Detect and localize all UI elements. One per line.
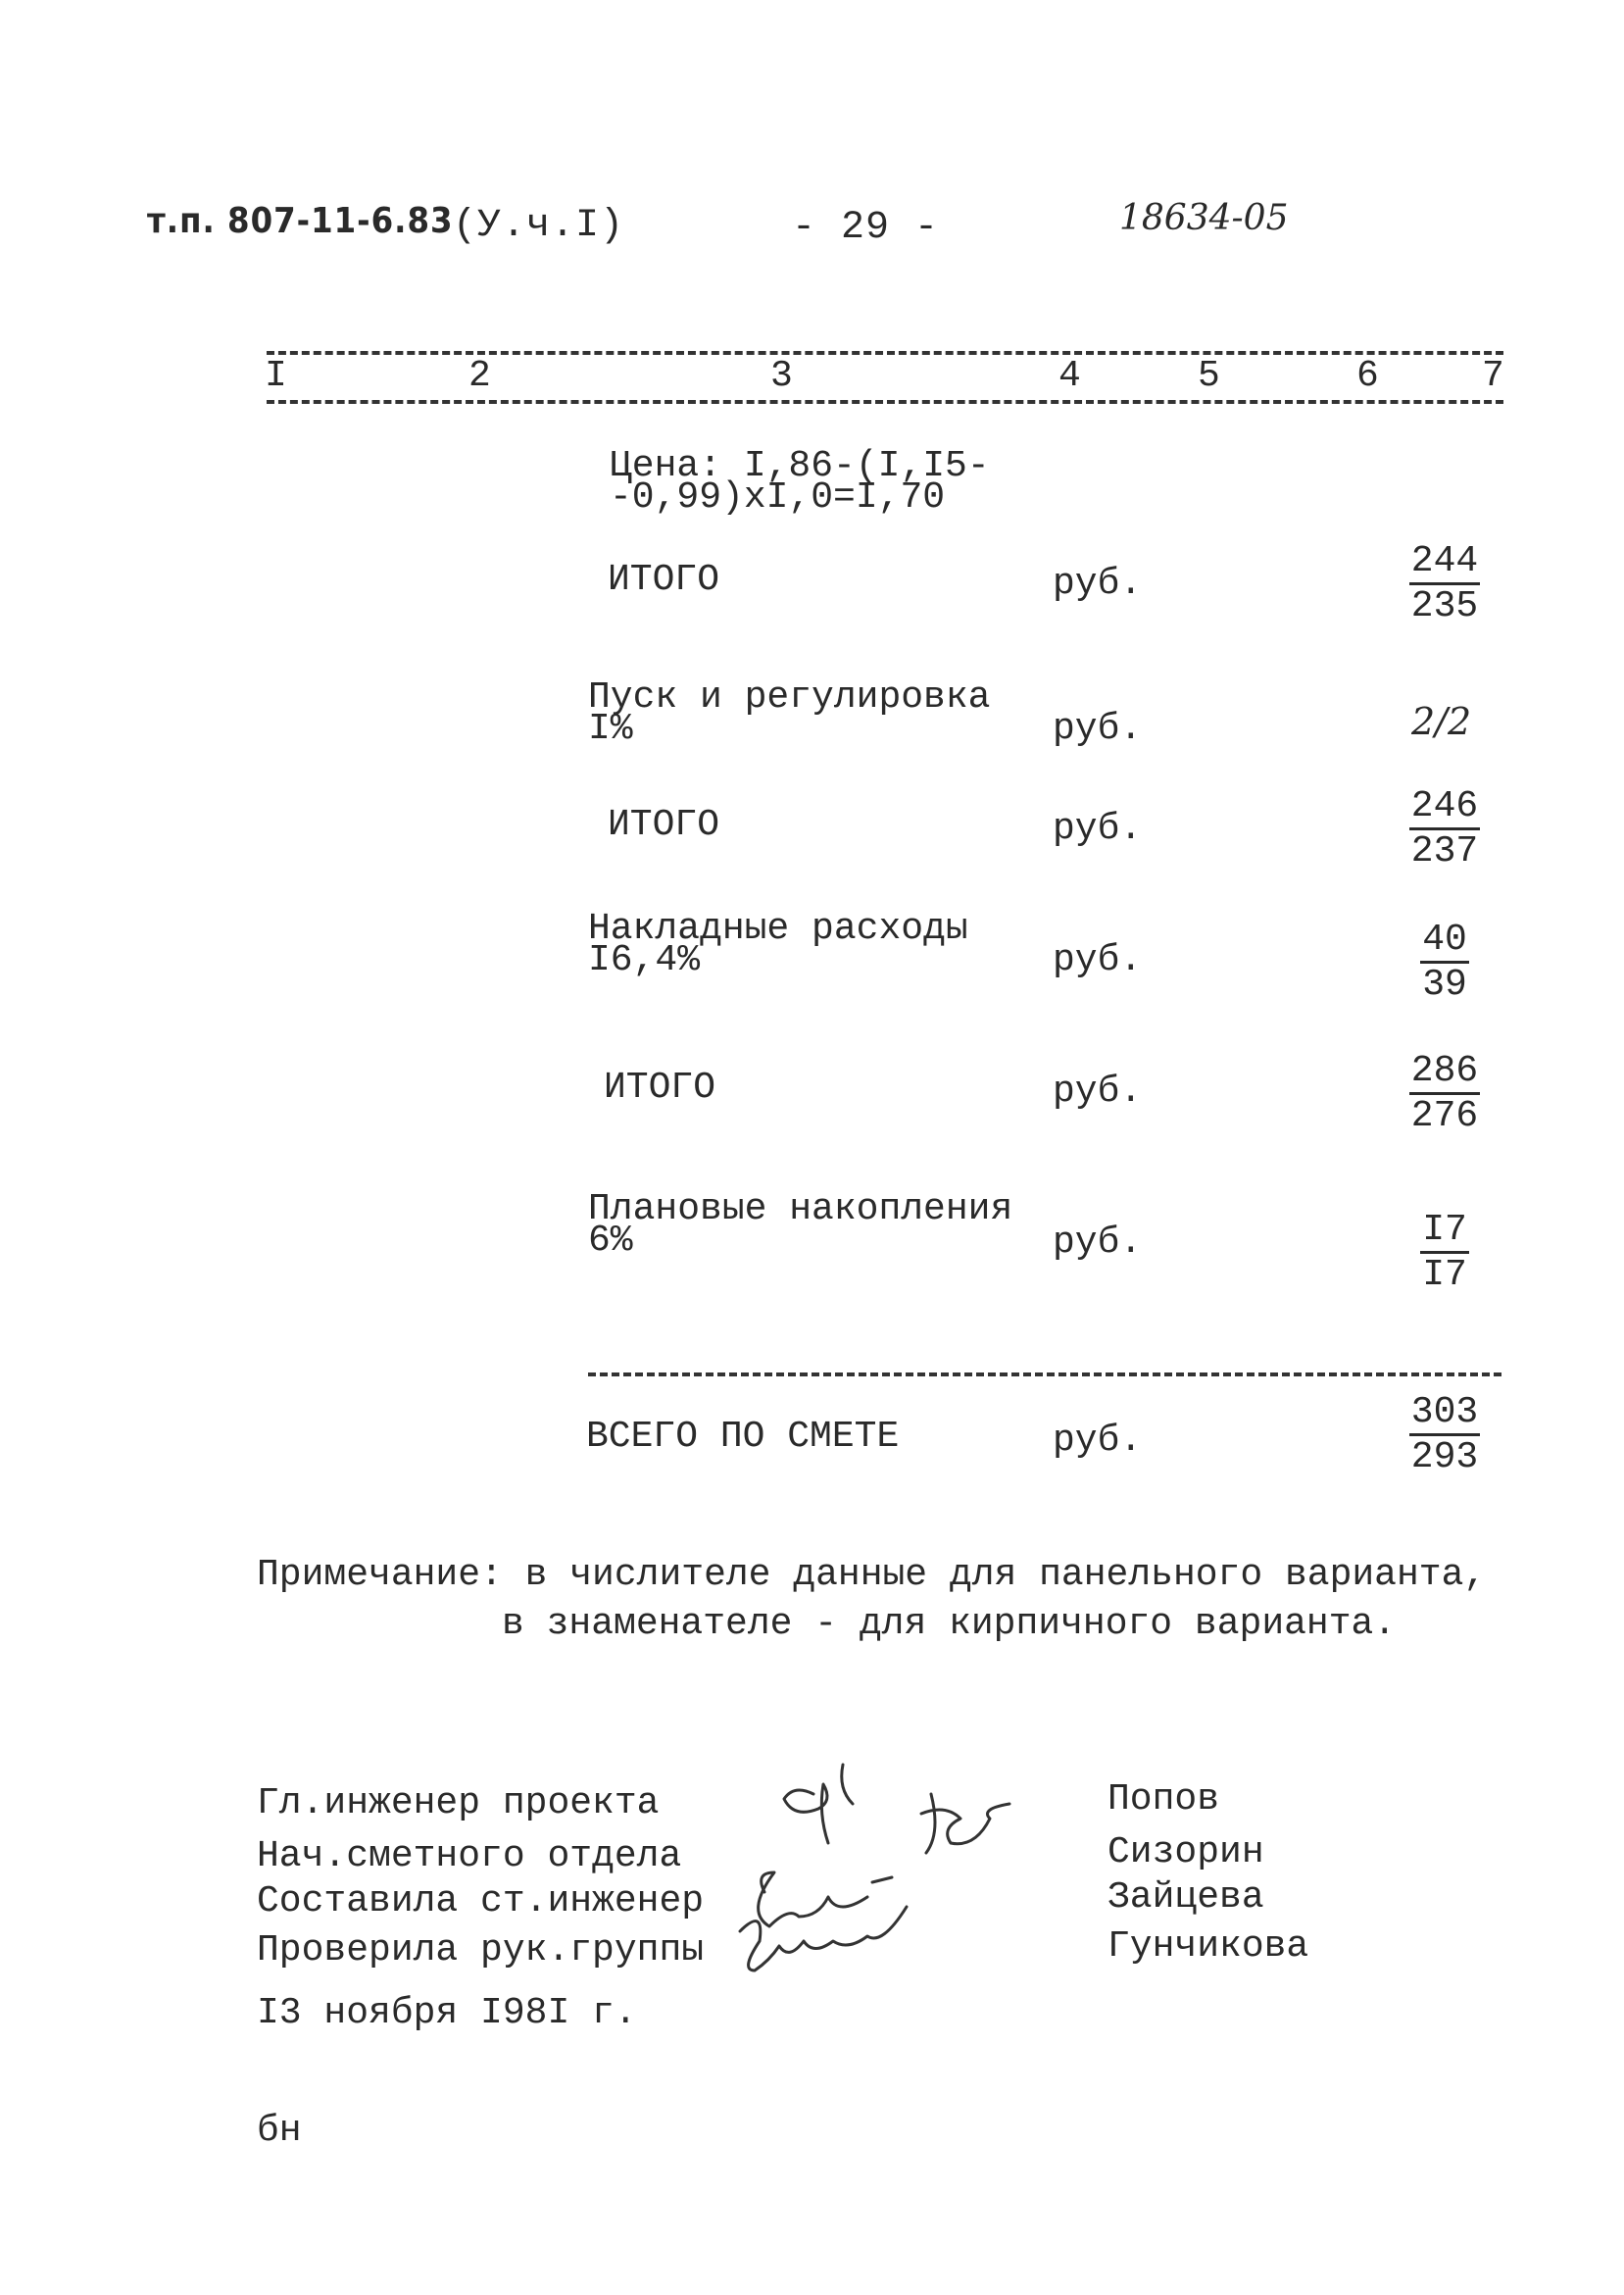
signature-role: Проверила рук.группы <box>257 1929 705 1971</box>
row-amount <box>1386 539 1503 629</box>
row-label-rate: I6,4% <box>588 939 701 981</box>
handwritten-signatures <box>706 1735 1098 1990</box>
note-line1: Примечание: в числителе данные для панельного варианта, <box>257 1554 1487 1596</box>
row-label-rate: 6% <box>588 1220 633 1262</box>
doc-part: (У.ч.I) <box>453 204 625 248</box>
column-number-5: 5 <box>1198 355 1220 397</box>
amount-denominator: 276 <box>1410 1095 1479 1137</box>
row-unit: руб. <box>1053 808 1143 850</box>
row-label: Пуск и регулировка <box>588 676 991 719</box>
amount-numerator: 286 <box>1409 1050 1480 1095</box>
signature-name: Зайцева <box>1107 1876 1264 1919</box>
total-denominator: 293 <box>1410 1436 1479 1478</box>
column-number-2: 2 <box>468 355 491 397</box>
footer-mark: бн <box>257 2110 302 2152</box>
amount-denominator: 237 <box>1410 830 1479 873</box>
price-note-line1: Цена: I,86-(I,I5- <box>610 445 990 487</box>
signature-name: Попов <box>1107 1778 1220 1821</box>
signature-role: Составила ст.инженер <box>257 1880 705 1922</box>
signature-name: Гунчикова <box>1107 1925 1309 1968</box>
row-label: ИТОГО <box>608 559 720 601</box>
row-unit: руб. <box>1053 1071 1143 1113</box>
column-number-7: 7 <box>1482 355 1504 397</box>
amount-denominator: 235 <box>1410 585 1479 627</box>
row-label: ИТОГО <box>608 804 720 846</box>
row-unit: руб. <box>1053 563 1143 605</box>
signature-role: Гл.инженер проекта <box>257 1782 660 1824</box>
row-unit: руб. <box>1053 939 1143 981</box>
amount-numerator: 244 <box>1409 540 1480 585</box>
page-number: - 29 - <box>792 206 940 250</box>
price-note-line2: -0,99)xI,0=I,70 <box>610 476 946 519</box>
row-label: Плановые накопления <box>588 1188 1013 1230</box>
amount-numerator: I7 <box>1420 1209 1469 1254</box>
note-line2: в знаменателе - для кирпичного варианта. <box>502 1603 1397 1645</box>
row-amount <box>1386 918 1503 1008</box>
row-amount-single: 2/2 <box>1411 700 1472 743</box>
doc-code: т.п. 807-11-6.83 <box>147 201 454 241</box>
total-amount <box>1386 1390 1503 1480</box>
inventory-number: 18634-05 <box>1119 198 1289 238</box>
total-separator-rule <box>588 1372 1501 1376</box>
row-label-rate: I% <box>588 708 633 750</box>
row-unit: руб. <box>1053 1222 1143 1264</box>
column-header-top-rule <box>267 351 1503 355</box>
amount-numerator: 246 <box>1409 785 1480 830</box>
row-amount <box>1386 784 1503 874</box>
row-amount <box>1386 1208 1503 1298</box>
column-number-6: 6 <box>1356 355 1379 397</box>
amount-denominator: 39 <box>1422 964 1467 1006</box>
row-amount <box>1386 1049 1503 1139</box>
column-number-3: 3 <box>770 355 793 397</box>
signature-name: Сизорин <box>1107 1831 1264 1873</box>
row-label: Накладные расходы <box>588 908 968 950</box>
column-number-1: I <box>265 355 287 397</box>
total-numerator: 303 <box>1409 1391 1480 1436</box>
amount-denominator: I7 <box>1422 1254 1467 1296</box>
column-number-4: 4 <box>1058 355 1081 397</box>
total-label: ВСЕГО ПО СМЕТЕ <box>586 1416 900 1458</box>
amount-numerator: 40 <box>1420 919 1469 964</box>
row-unit: руб. <box>1053 708 1143 750</box>
signature-role: Нач.сметного отдела <box>257 1835 682 1877</box>
total-unit: руб. <box>1053 1420 1143 1462</box>
row-label: ИТОГО <box>604 1067 716 1109</box>
document-date: I3 ноября I98I г. <box>257 1992 637 2034</box>
column-header-bottom-rule <box>267 400 1503 404</box>
